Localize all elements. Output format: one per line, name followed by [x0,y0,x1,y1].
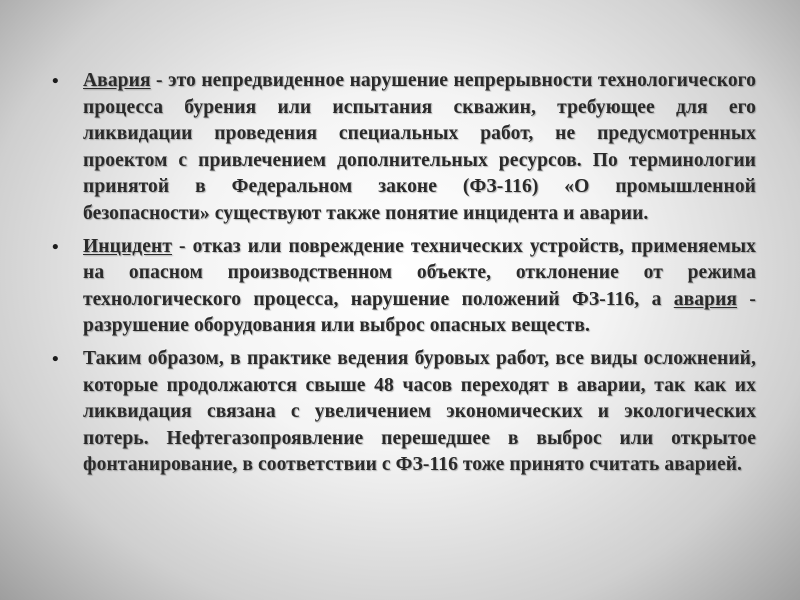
bullet-marker: • [52,348,59,370]
term-accident-inline: авария [673,288,738,310]
term-incident: Инцидент [83,235,173,257]
bullet-marker: • [52,236,59,258]
conclusion-text: Таким образом, в практике ведения буровых работ, все виды осложнений, которые продолжаются свыше 48 часов переходят в аварии, так как их ликвидация связана с увеличением экономических и экологических потерь. Нефтегазопроявление перешедшее в выброс или открытое фонтанирование, в соответствии с ФЗ-116 тоже принято считать аварией. [83,347,756,476]
bullet-list [52,68,756,485]
definition-accident-inline: - разрушение оборудования или выброс опасных веществ. [83,288,756,337]
bullet-item-conclusion [52,346,756,479]
term-accident: Авария [83,70,151,91]
definition-incident: - отказ или повреждение технических устройств, применяемых на опасном производственном объекте, отклонение от режима технологического процесса, нарушение положений ФЗ-116, а [83,235,756,310]
bullet-text [83,234,756,340]
bullet-marker: • [52,71,59,92]
bullet-item-incident [52,234,756,340]
bullet-item-accident [52,68,756,228]
bullet-text [83,68,756,228]
definition-accident: - это непредвиденное нарушение непрерывности технологического процесса бурения или испытания скважин, требующее для его ликвидации проведения специальных работ, не предусмотренных проектом с привлечением дополнительных ресурсов. По терминологии принятой в Федеральном законе (ФЗ-116) «О промышленной безопасности» существуют также понятие инцидента и аварии. [83,70,756,224]
